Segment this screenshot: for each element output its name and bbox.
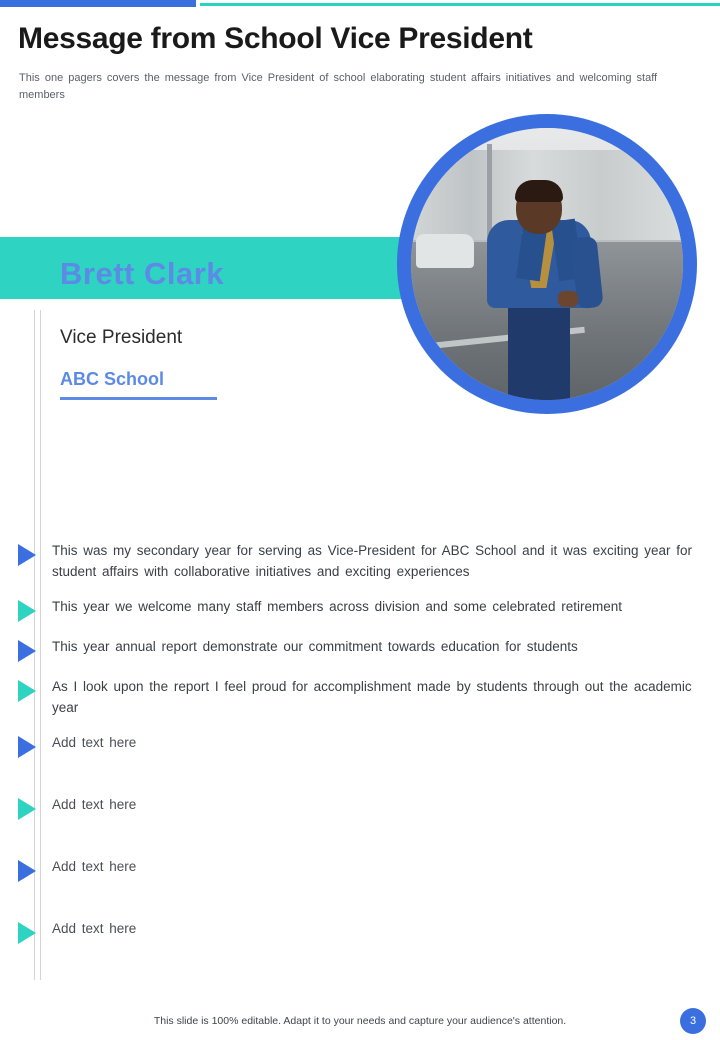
- profile-name: Brett Clark: [60, 256, 224, 291]
- page-number-badge: 3: [680, 1008, 706, 1034]
- list-item-text[interactable]: Add text here: [52, 797, 137, 812]
- arrow-icon: [18, 640, 36, 662]
- list-item: [18, 636, 698, 662]
- list-item: [18, 676, 698, 718]
- list-item-text[interactable]: Add text here: [52, 859, 137, 874]
- photo-person-hand: [558, 291, 578, 307]
- photo-person-hair: [515, 180, 563, 202]
- page-subtitle: This one pagers covers the message from Vice President of school elaborating student affairs initiatives and welcoming staff members: [19, 72, 658, 101]
- list-item-text: This year annual report demonstrate our commitment towards education for students: [52, 639, 578, 654]
- arrow-icon: [18, 600, 36, 622]
- list-item: [18, 540, 698, 582]
- profile-photo-ring: [397, 114, 697, 414]
- list-item-text: This was my secondary year for serving as Vice-President for ABC School and it was exciting year for student affairs with collaborative initiatives and exciting experiences: [52, 543, 693, 579]
- photo-person-legs: [508, 297, 570, 400]
- footer-note: This slide is 100% editable. Adapt it to your needs and capture your audience's attention.: [153, 1015, 567, 1027]
- list-item: [18, 596, 698, 622]
- list-item-placeholder[interactable]: [18, 856, 698, 882]
- profile-photo: [411, 128, 683, 400]
- arrow-icon: [18, 922, 36, 944]
- arrow-icon: [18, 680, 36, 702]
- profile-school: ABC School: [60, 369, 165, 389]
- arrow-icon: [18, 544, 36, 566]
- arrow-icon: [18, 736, 36, 758]
- bullet-list: [18, 540, 698, 980]
- profile-role: Vice President: [60, 327, 183, 348]
- top-accent-bar-teal: [200, 3, 720, 6]
- profile-school-underline: [60, 397, 217, 400]
- list-item-placeholder[interactable]: [18, 732, 698, 758]
- list-item-text[interactable]: Add text here: [52, 921, 137, 936]
- list-item-placeholder[interactable]: [18, 918, 698, 944]
- top-accent-bar-blue: [0, 0, 196, 7]
- arrow-icon: [18, 798, 36, 820]
- list-item-text: As I look upon the report I feel proud for accomplishment made by students through out the academic year: [52, 679, 692, 715]
- photo-car: [416, 234, 474, 268]
- arrow-icon: [18, 860, 36, 882]
- list-item-text: This year we welcome many staff members across division and some celebrated retirement: [52, 599, 622, 614]
- list-item-text[interactable]: Add text here: [52, 735, 137, 750]
- page-title: Message from School Vice President: [18, 22, 533, 55]
- list-item-placeholder[interactable]: [18, 794, 698, 820]
